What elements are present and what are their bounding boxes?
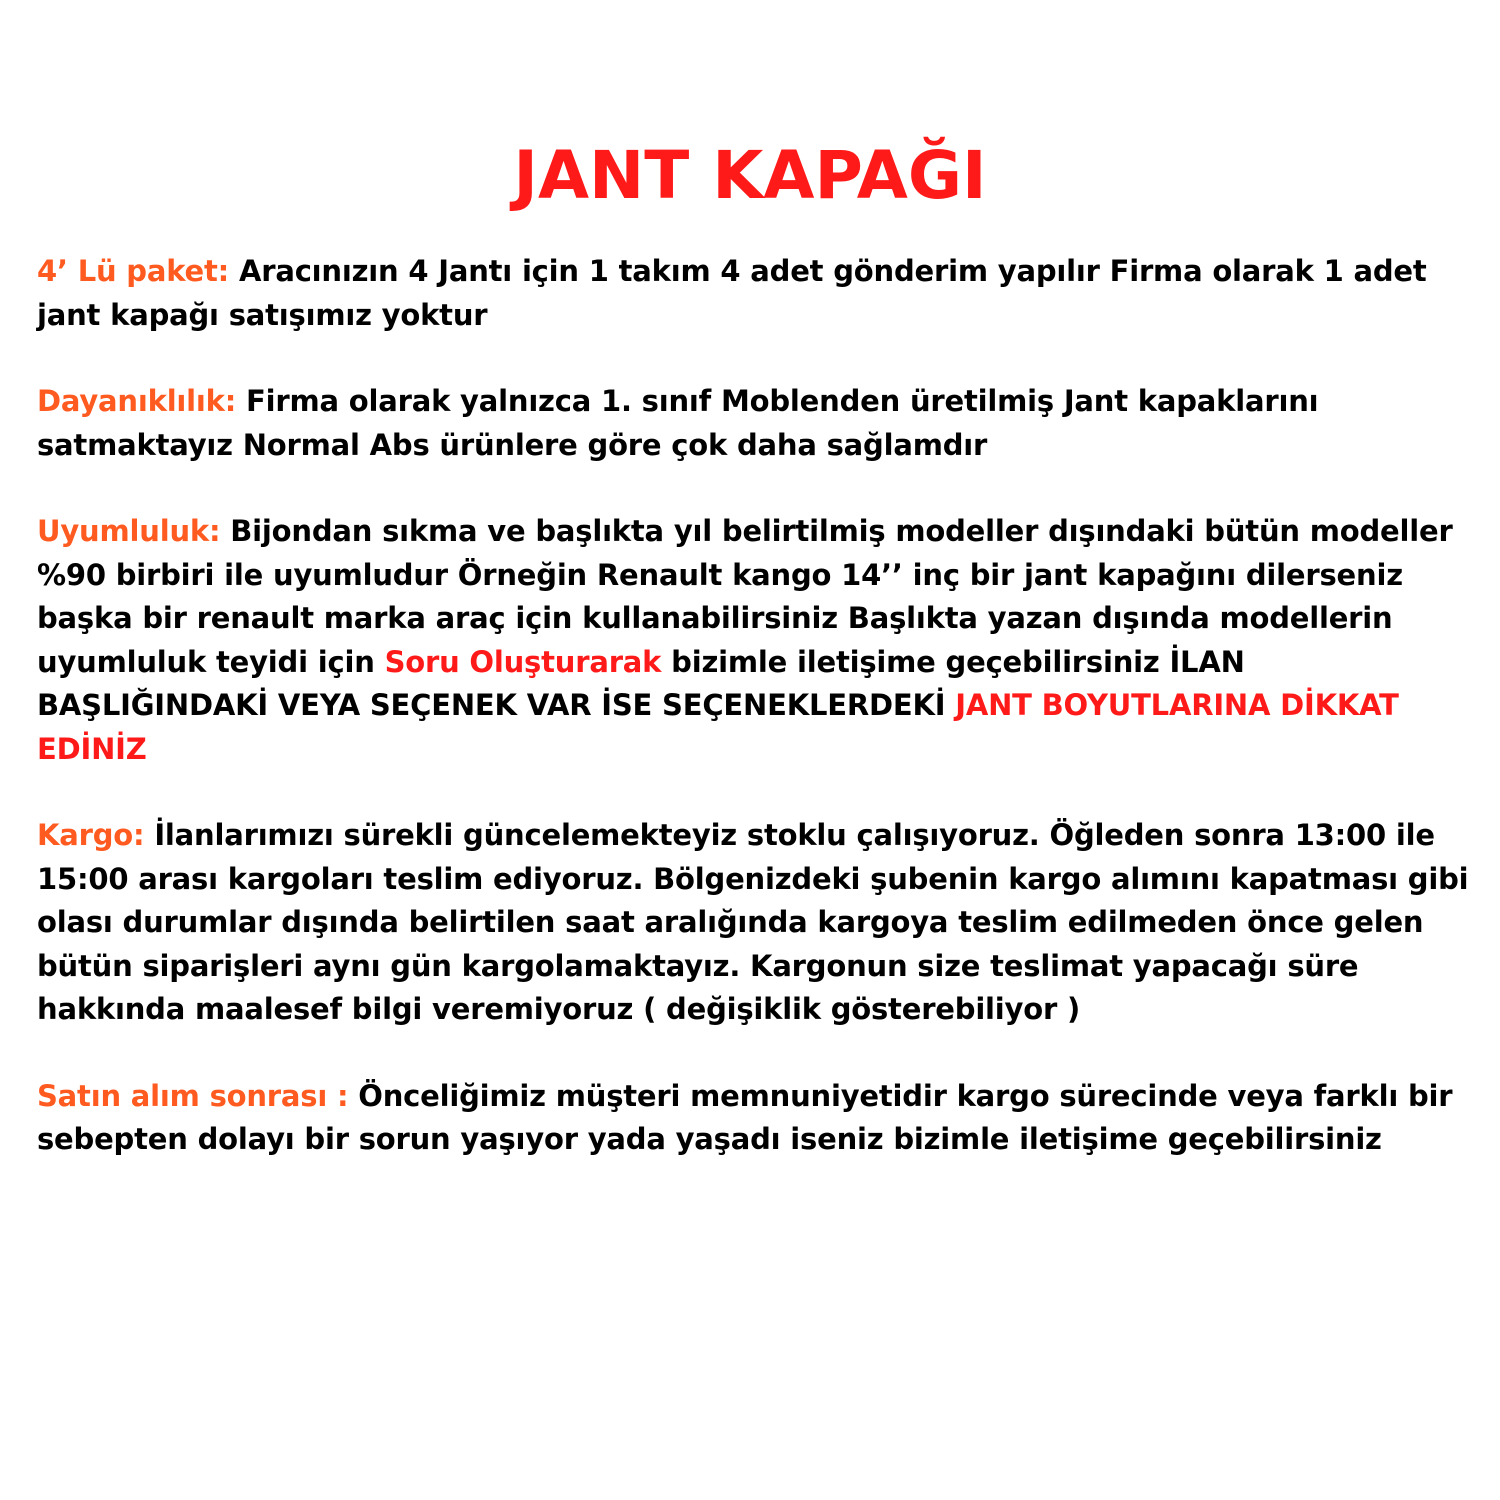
section-paket-text: Aracınızın 4 Jantı için 1 takım 4 adet gönderim yapılır Firma olarak 1 adet jant kapağı satışımız yoktur (37, 254, 1427, 332)
page-title: JANT KAPAĞI (513, 137, 987, 214)
section-uyumluluk-text: Bijondan sıkma ve başlıkta yıl belirtilmiş modeller dışındaki bütün modeller %90 birbiri ile uyumludur Örneğin Renault kango 14’’ inç bir jant kapağını dilerseniz başka bir renault marka araç için kullanabilirsiniz Başlıkta yazan dışında modellerin uyumluluk teyidi için (37, 514, 1453, 679)
section-uyumluluk (37, 510, 1482, 771)
section-satin-alim-label: Satın alım sonrası : (37, 1078, 349, 1113)
ask-question-link[interactable]: Soru Oluşturarak (384, 644, 662, 679)
section-paket (37, 250, 1482, 337)
size-warning: JANT BOYUTLARINA DİKKAT EDİNİZ (37, 688, 1399, 766)
section-kargo-label: Kargo: (37, 818, 145, 852)
section-dayaniklilik-text: Firma olarak yalnızca 1. sınıf Moblenden üretilmiş Jant kapaklarını satmaktayız Normal Abs ürünlere göre çok daha sağlamdır (37, 384, 1319, 462)
section-uyumluluk-text-continued: bizimle iletişime geçebilirsiniz İLAN BAŞLIĞINDAKİ VEYA SEÇENEK VAR İSE SEÇENEKLERDEKİ (37, 644, 1245, 722)
section-kargo (37, 814, 1482, 1032)
section-satin-alim (37, 1075, 1482, 1162)
section-paket-label: 4’ Lü paket: (37, 254, 230, 288)
section-kargo-text: İlanlarımızı sürekli güncelemekteyiz stoklu çalışıyoruz. Öğleden sonra 13:00 ile 15:00 arası kargoları teslim ediyoruz. Bölgenizdeki şubenin kargo alımını kapatması gibi olası durumlar dışında belirtilen saat aralığında kargoya teslim edilmeden önce gelen bütün siparişleri aynı gün kargolamaktayız. Kargonun size teslimat yapacağı süre hakkında maalesef bilgi veremiyoruz ( değişiklik gösterebiliyor ) (37, 818, 1469, 1026)
section-dayaniklilik-label: Dayanıklılık: (37, 384, 237, 418)
section-satin-alim-text: Önceliğimiz müşteri memnuniyetidir kargo sürecinde veya farklı bir sebepten dolayı bir sorun yaşıyor yada yaşadı iseniz bizimle iletişime geçebilirsiniz (37, 1078, 1453, 1156)
section-dayaniklilik (37, 380, 1482, 467)
info-content (37, 250, 1482, 1205)
section-uyumluluk-label: Uyumluluk: (37, 514, 221, 548)
